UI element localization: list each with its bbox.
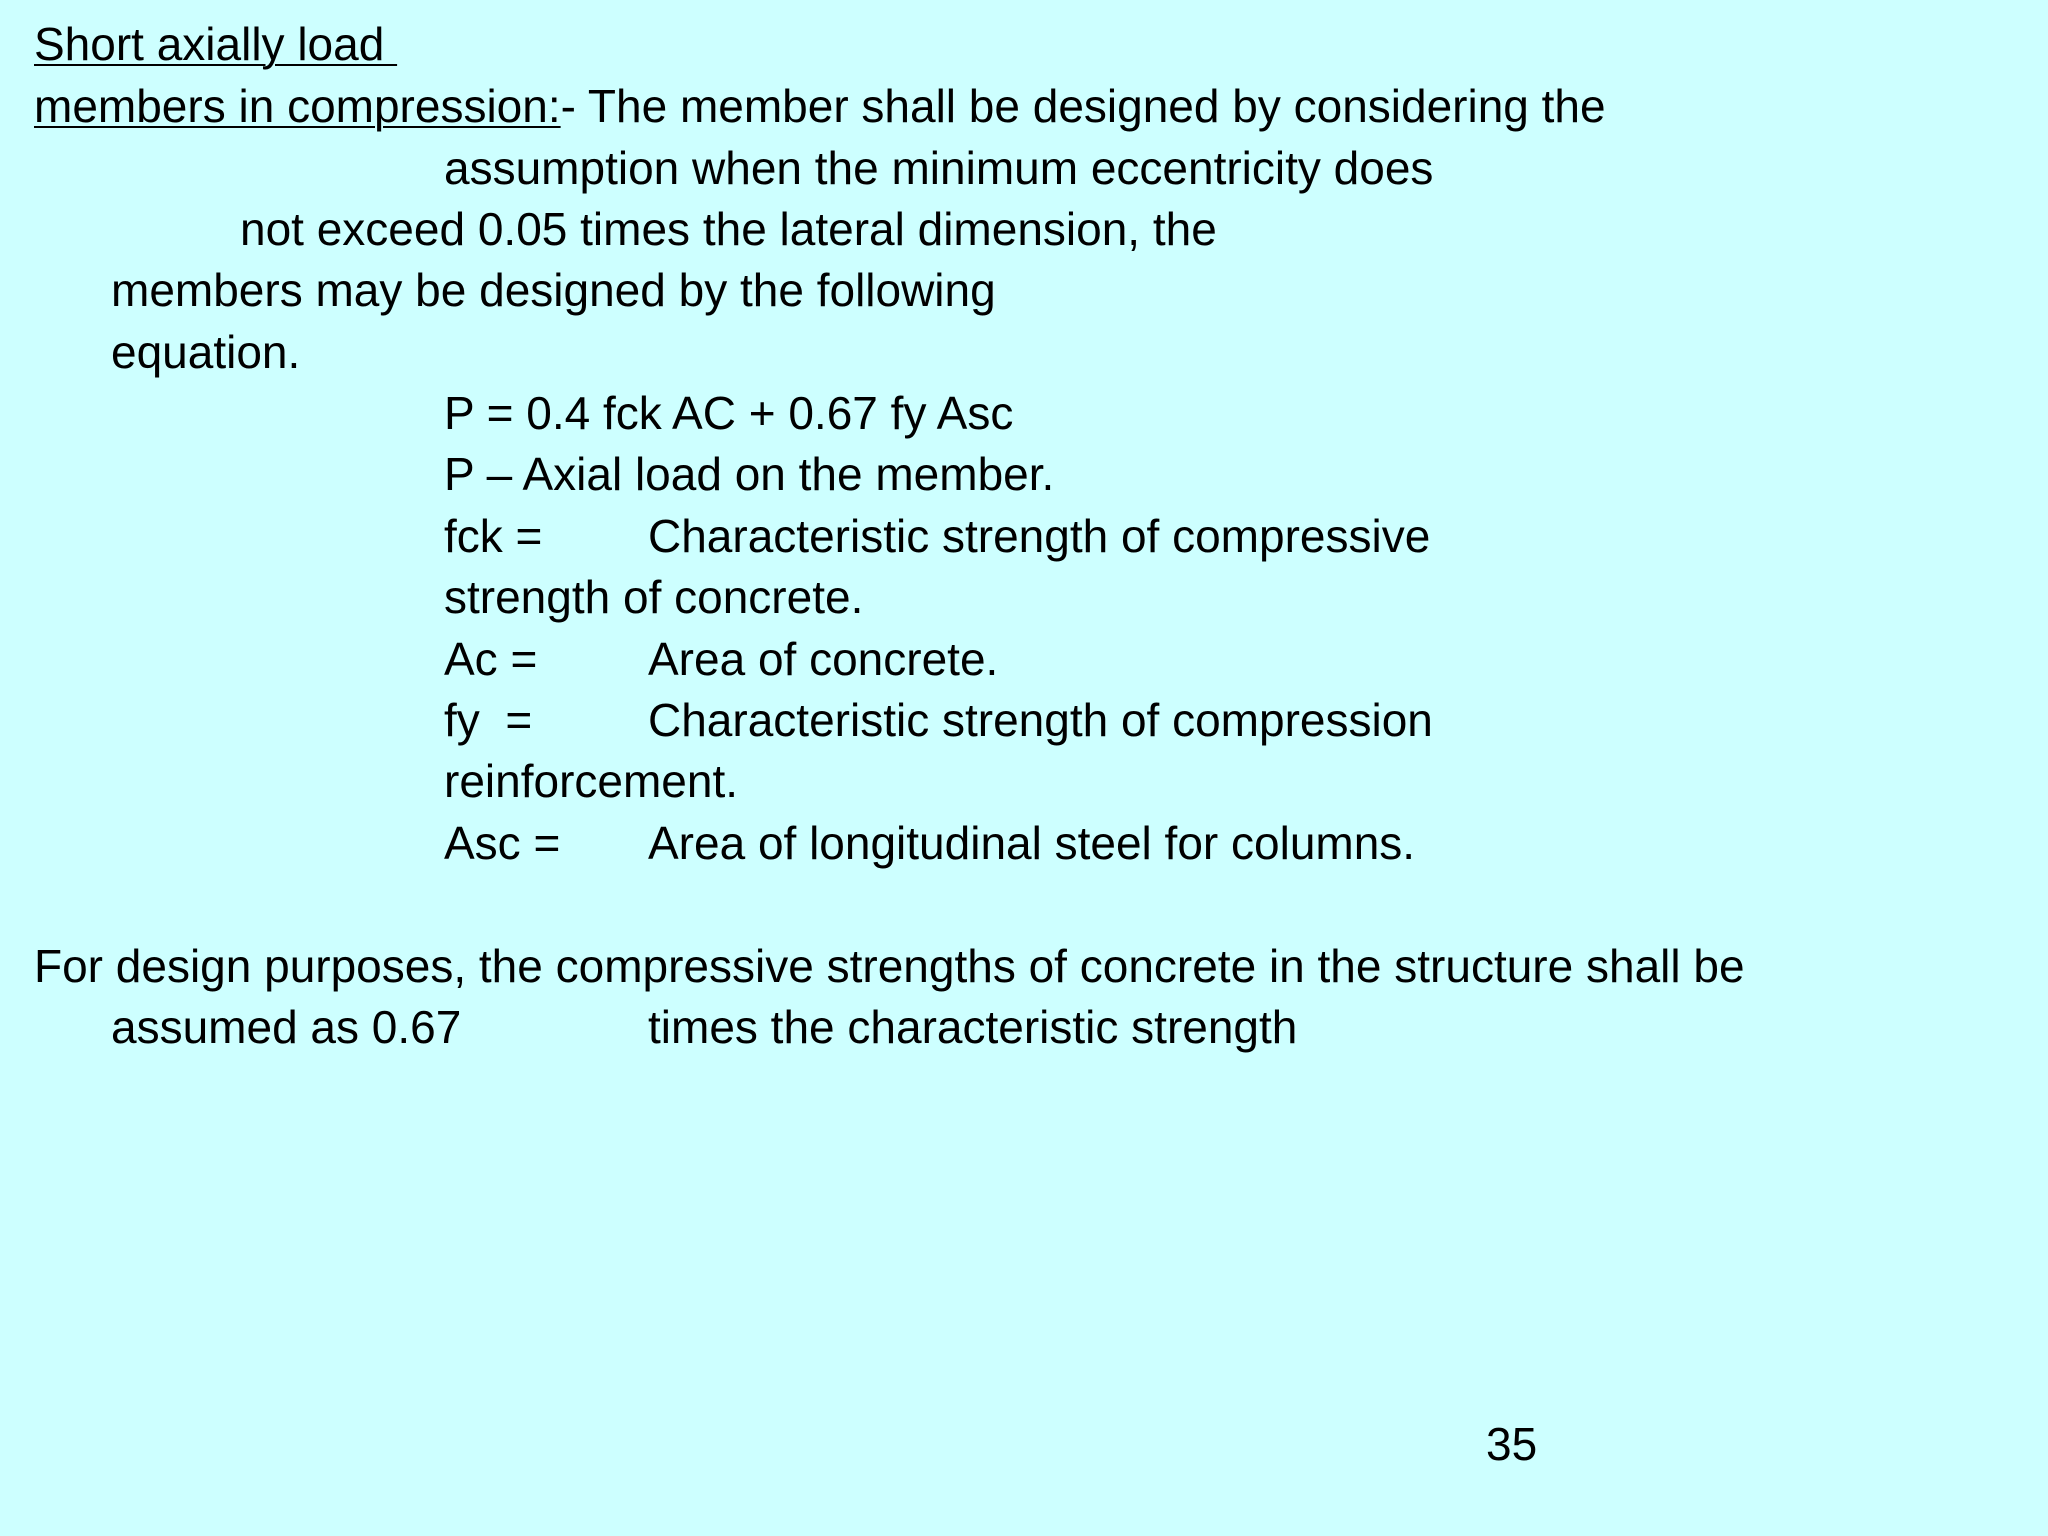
definition-desc-fck: Characteristic strength of compressive <box>648 510 1431 562</box>
heading-dash-intro: - The member shall be designed by considering the <box>560 80 1606 132</box>
definition-desc-ac: Area of concrete. <box>648 633 999 685</box>
equation: P = 0.4 fck AC + 0.67 fy Asc <box>444 387 1014 439</box>
heading-underlined-text: members in compression: <box>34 80 561 132</box>
intro-line-4: not exceed 0.05 times the lateral dimension, the <box>240 203 1217 255</box>
design-note-line-2a: assumed as 0.67 <box>111 1001 462 1053</box>
definition-desc-asc: Area of longitudinal steel for columns. <box>648 817 1416 869</box>
definition-term-ac: Ac = <box>444 633 538 685</box>
intro-line-6: equation. <box>111 326 301 378</box>
definition-cont-fy: reinforcement. <box>444 755 739 807</box>
definition-cont-fck: strength of concrete. <box>444 571 864 623</box>
design-note-line-2b: times the characteristic strength <box>648 1001 1298 1053</box>
heading-line-1: Short axially load <box>34 18 398 70</box>
intro-line-3: assumption when the minimum eccentricity does <box>444 142 1434 194</box>
heading-line-2 <box>34 76 1606 136</box>
definition-term-asc: Asc = <box>444 817 561 869</box>
definition-term-fck: fck = <box>444 510 543 562</box>
definition-desc-fy: Characteristic strength of compression <box>648 694 1433 746</box>
definition-term-fy: fy = <box>444 694 533 746</box>
p-definition: P – Axial load on the member. <box>444 448 1055 500</box>
design-note-line-1: For design purposes, the compressive strengths of concrete in the structure shall be <box>34 940 1745 992</box>
intro-line-5: members may be designed by the following <box>111 264 996 316</box>
page-number: 35 <box>1486 1418 1538 1470</box>
